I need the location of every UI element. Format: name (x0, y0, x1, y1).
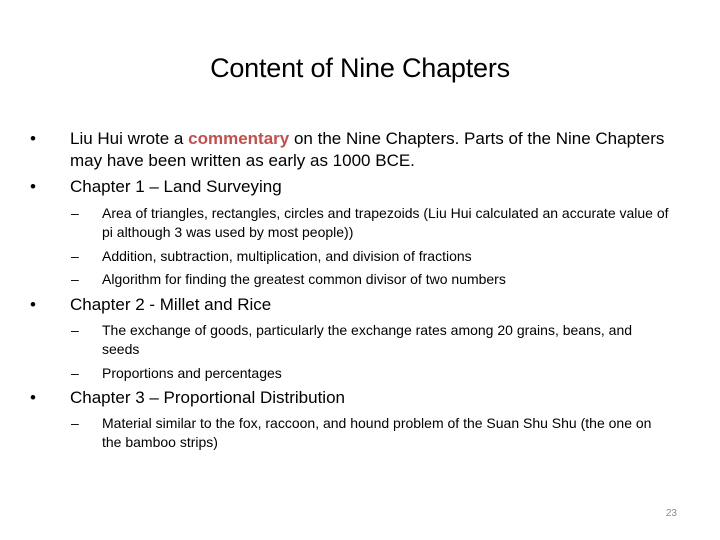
sub-bullet-marker: – (71, 205, 79, 221)
sub-bullet-text: Area of triangles, rectangles, circles and trapezoids (Liu Hui calculated an accurate value of pi although 3 was used by most people)) (102, 205, 669, 240)
sub-bullet-marker: – (71, 271, 79, 287)
bullet-text: Chapter 1 – Land Surveying (70, 177, 282, 196)
sub-bullet-item (71, 247, 672, 266)
sub-bullet-text: Proportions and percentages (102, 365, 282, 381)
sub-bullet-item (71, 321, 672, 359)
sub-bullet-text: Algorithm for finding the greatest common divisor of two numbers (102, 271, 506, 287)
bullet-text: Chapter 3 – Proportional Distribution (70, 388, 345, 407)
page-number: 23 (665, 508, 677, 519)
sub-bullet-text: The exchange of goods, particularly the exchange rates among 20 grains, beans, and seeds (102, 322, 633, 357)
bullet-marker: • (30, 295, 36, 314)
bullet-marker: • (30, 177, 36, 196)
sub-bullet-item (71, 204, 672, 242)
sub-bullet-marker: – (71, 365, 79, 381)
sub-bullet-item (71, 270, 672, 289)
bullet-text-start: Liu Hui wrote a (70, 129, 189, 148)
slide-title: Content of Nine Chapters (210, 53, 510, 83)
highlight-commentary: commentary (188, 129, 290, 148)
sub-bullet-marker: – (71, 248, 79, 264)
bullet-text: Chapter 2 - Millet and Rice (70, 295, 272, 314)
sub-bullet-marker: – (71, 415, 79, 431)
sub-bullet-item (71, 414, 672, 452)
sub-bullet-marker: – (71, 322, 79, 338)
sub-bullet-text: Addition, subtraction, multiplication, and division of fractions (102, 248, 472, 264)
bullet-item (30, 387, 680, 409)
bullet-marker: • (30, 129, 36, 148)
bullet-text-end: on the Nine Chapters. Parts of the Nine Chapters may have been written as early as 1000 BCE. (70, 129, 665, 170)
sub-bullet-text: Material similar to the fox, raccoon, and hound problem of the Suan Shu Shu (the one on the bamboo strips) (102, 415, 652, 450)
bullet-marker: • (30, 388, 36, 407)
bullet-item (30, 176, 680, 198)
bullet-item (30, 128, 680, 172)
sub-bullet-item (71, 364, 672, 383)
bullet-item (30, 294, 680, 316)
